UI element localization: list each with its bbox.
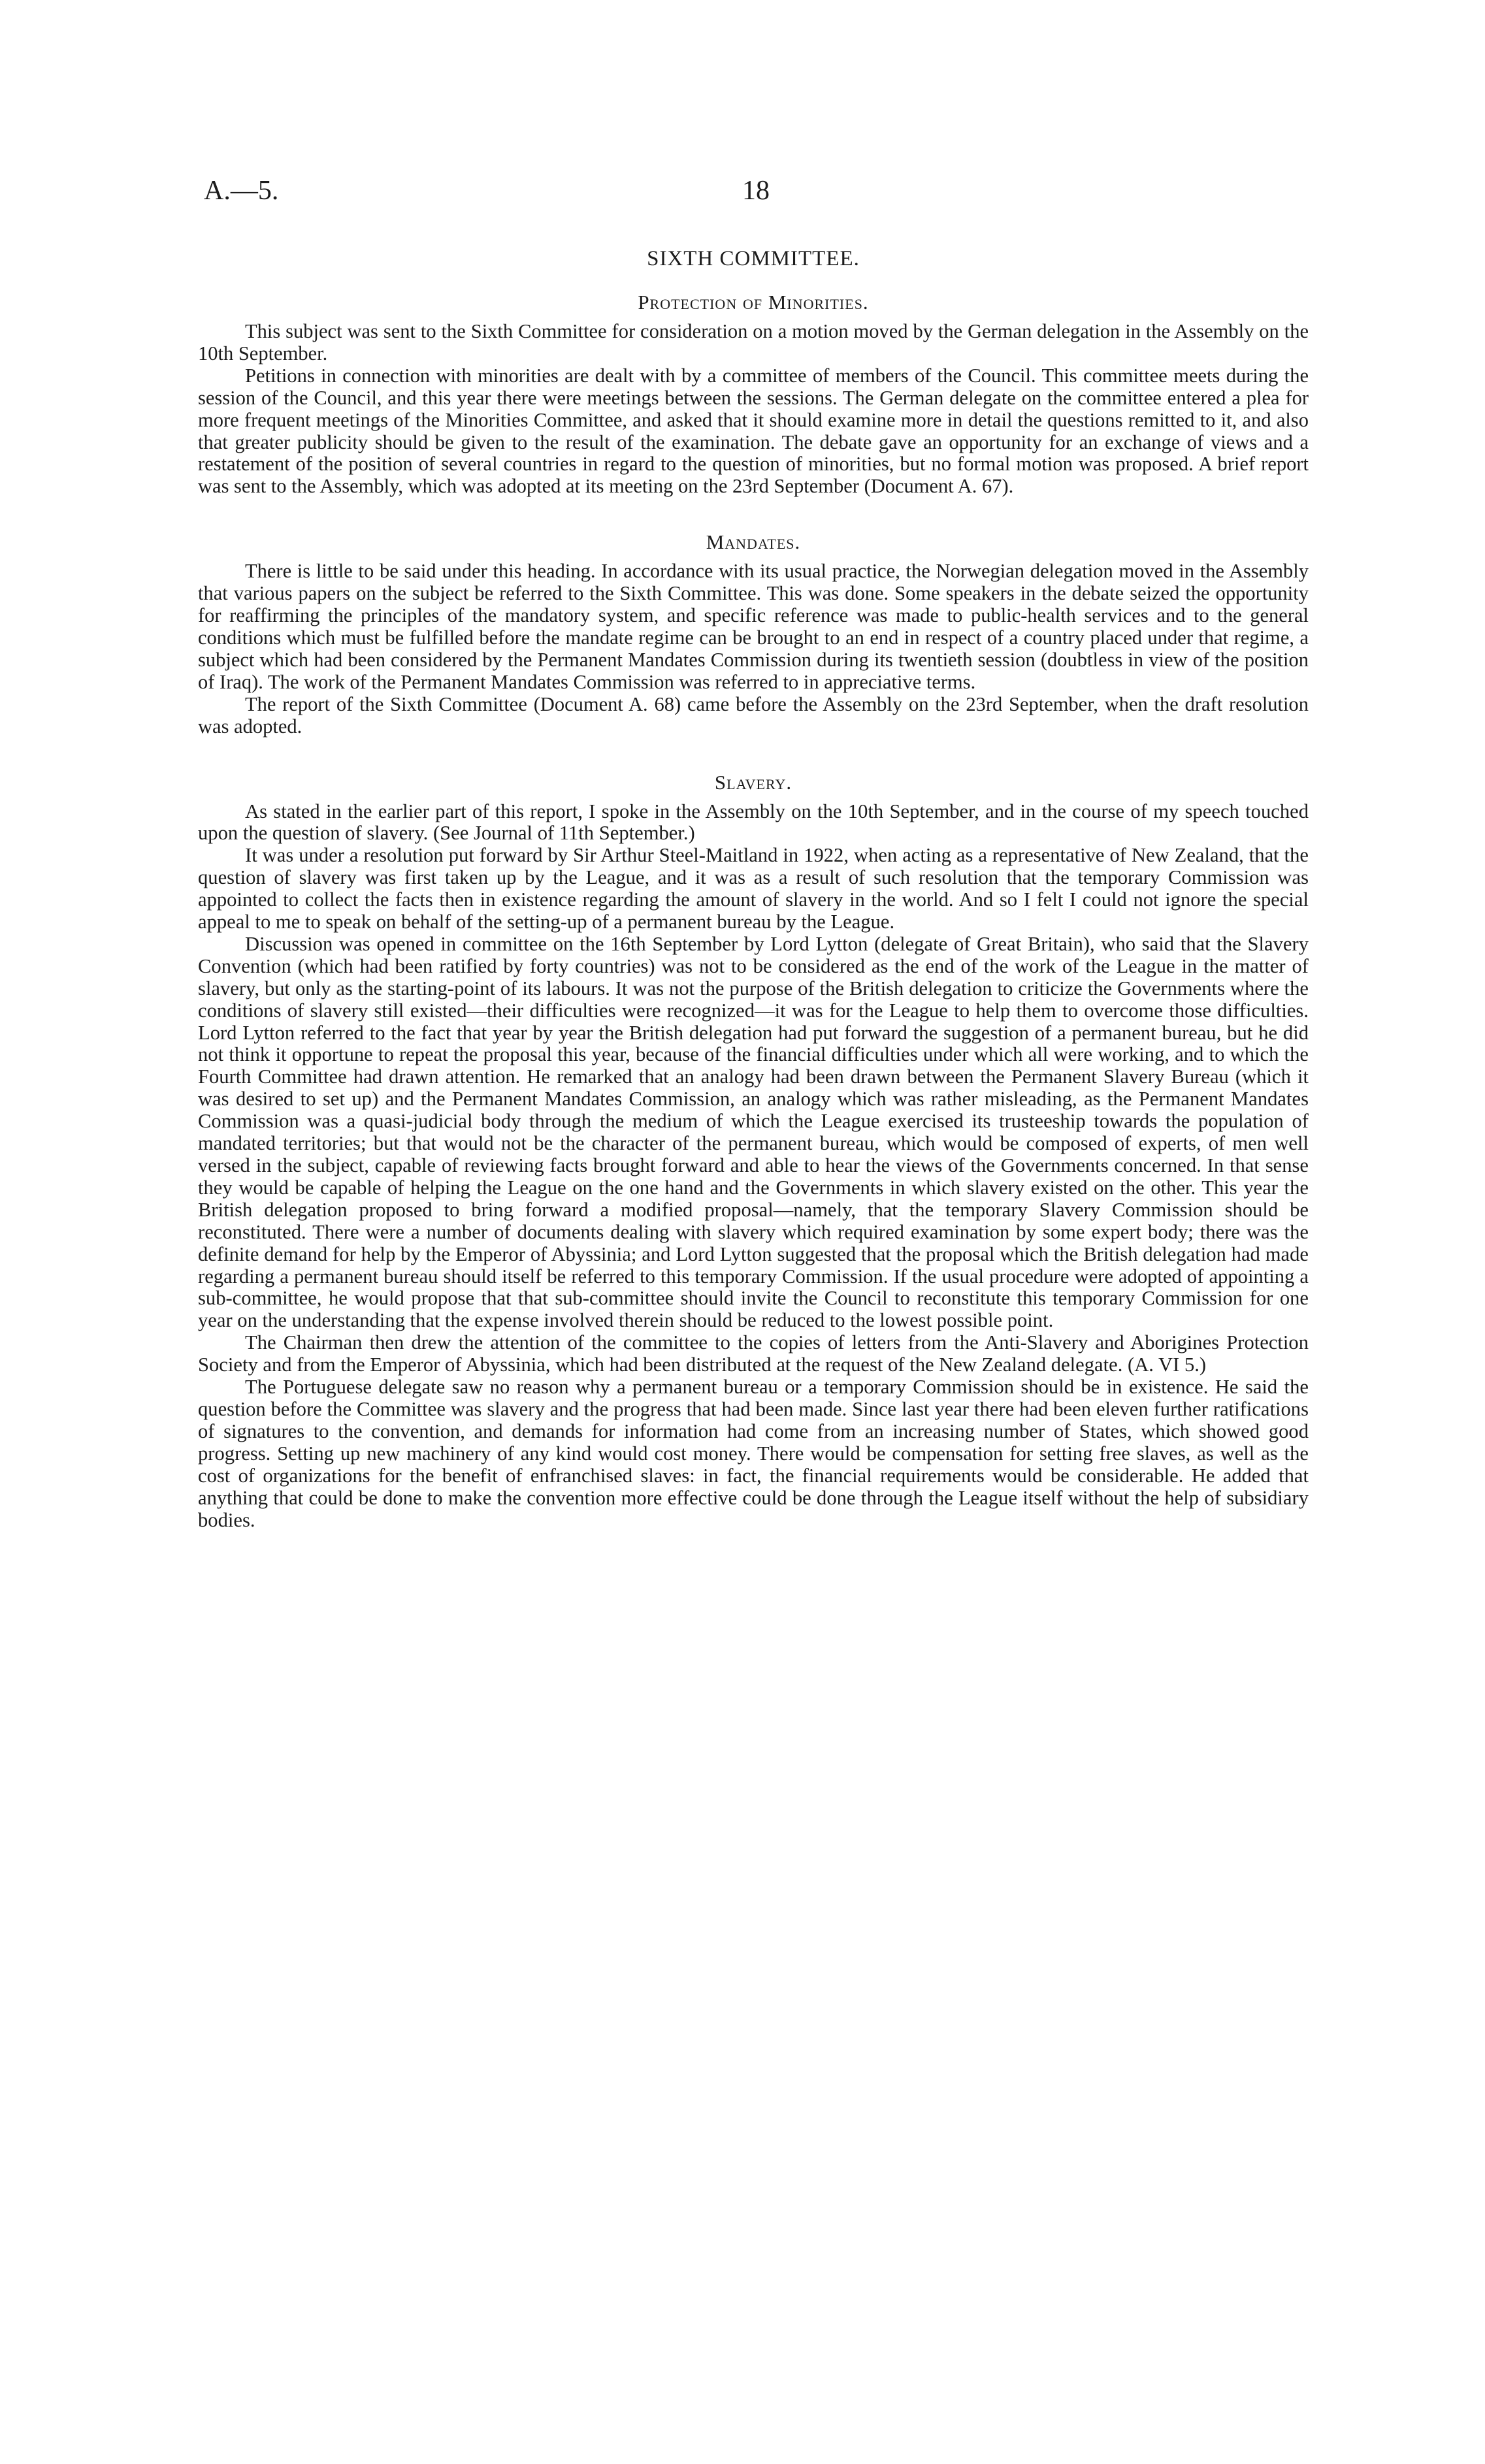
paragraph: The Chairman then drew the attention of the committee to the copies of letters from the Anti-Slavery and Aborigines Protection Society and from the Emperor of Abyssinia, which had been distributed at the request of the New Zealand delegate. (A. VI 5.) xyxy=(198,1331,1309,1376)
paragraph: The report of the Sixth Committee (Document A. 68) came before the Assembly on the 23rd September, when the draft resolution was adopted. xyxy=(198,692,1309,738)
page-header xyxy=(204,175,1308,214)
section-slavery xyxy=(198,771,1309,1532)
section-mandates xyxy=(198,530,1309,738)
committee-title: SIXTH COMMITTEE. xyxy=(647,247,860,270)
page-number: 18 xyxy=(742,176,770,206)
document-body xyxy=(198,247,1309,1564)
paragraph: The Portuguese delegate saw no reason why a permanent bureau or a temporary Commission should be in existence. He said the question before the Committee was slavery and the progress that had been made. Since last year there had been eleven further ratifications of signatures to the convention, and demands for information had come from an increasing number of States, which showed good progress. Setting up new machinery of any kind would cost money. There would be compensation for setting free slaves, as well as the cost of organizations for the benefit of enfranchised slaves: in fact, the financial requirements would be considerable. He added that anything that could be done to make the convention more effective could be done through the League itself without the help of subsidiary bodies. xyxy=(198,1376,1309,1531)
paragraph: Discussion was opened in committee on the 16th September by Lord Lytton (delegate of Great Britain), who said that the Slavery Convention (which had been ratified by forty countries) was not to be considered as the end of the work of the League in the matter of slavery, but only as the starting-point of its labours. It was not the purpose of the British delegation to criticize the Governments where the conditions of slavery still existed—their difficulties were recognized—it was for the League to help them to overcome those difficulties. Lord Lytton referred to the fact that year by year the British delegation had put forward the suggestion of a permanent bureau, but he did not think it opportune to repeat the proposal this year, because of the financial difficulties under which all were working, and to which the Fourth Committee had drawn attention. He remarked that an analogy had been drawn between the Permanent Slavery Bureau (which it was desired to set up) and the Permanent Mandates Commission, an analogy which was rather misleading, as the Permanent Mandates Commission was a quasi-judicial body through the medium of which the League exercised its trusteeship towards the population of mandated territories; but that would not be the character of the permanent bureau, which would be composed of experts, of men well versed in the subject, capable of reviewing facts brought forward and able to hear the views of the Governments concerned. In that sense they would be capable of helping the League on the one hand and the Governments in which slavery existed on the other. This year the British delegation proposed to bring forward a modified proposal—namely, that the temporary Slavery Commission should be reconstituted. There were a number of documents dealing with slavery which required examination by some expert body; there was the definite demand for help by the Emperor of Abyssinia; and Lord Lytton suggested that the proposal which the British delegation had made regarding a permanent bureau should itself be referred to this temporary Commission. If the usual procedure were adopted of appointing a sub-committee, he would propose that that sub-committee should invite the Council to reconstitute this temporary Commission for one year on the understanding that the expense involved therein should be reduced to the lowest possible point. xyxy=(198,932,1309,1332)
section-heading: Protection of Minorities. xyxy=(638,291,869,314)
section-heading: Slavery. xyxy=(714,770,792,794)
paragraph: There is little to be said under this heading. In accordance with its usual practice, the Norwegian delegation moved in the Assembly that various papers on the subject be referred to the Sixth Committee. This was done. Some speakers in the debate seized the opportunity for reaffirming the principles of the mandatory system, and specific reference was made to public-health services and to the general conditions which must be fulfilled before the mandate regime can be brought to an end in respect of a country placed under that regime, a subject which had been considered by the Permanent Mandates Commission during its twentieth session (doubtless in view of the position of Iraq). The work of the Permanent Mandates Commission was referred to in appreciative terms. xyxy=(198,560,1309,693)
paragraph: As stated in the earlier part of this report, I spoke in the Assembly on the 10th September, and in the course of my speech touched upon the question of slavery. (See Journal of 11th September.) xyxy=(198,800,1309,845)
document-reference: A.—5. xyxy=(204,176,279,206)
section-protection-of-minorities xyxy=(198,291,1309,498)
paragraph: This subject was sent to the Sixth Committee for consideration on a motion moved by the German delegation in the Assembly on the 10th September. xyxy=(198,320,1309,365)
paragraph: It was under a resolution put forward by Sir Arthur Steel-Maitland in 1922, when acting as a representative of New Zealand, that the question of slavery was first taken up by the League, and it was as a result of such resolution that the temporary Commission was appointed to collect the facts then in existence regarding the amount of slavery in the world. And so I felt I could not ignore the special appeal to me to speak on behalf of the setting-up of a permanent bureau by the League. xyxy=(198,844,1309,933)
paragraph: Petitions in connection with minorities are dealt with by a committee of members of the Council. This committee meets during the session of the Council, and this year there were meetings between the sessions. The German delegate on the committee entered a plea for more frequent meetings of the Minorities Committee, and asked that it should examine more in detail the questions remitted to it, and also that greater publicity should be given to the result of the examination. The debate gave an opportunity for an exchange of views and a restatement of the position of several countries in regard to the question of minorities, but no formal motion was proposed. A brief report was sent to the Assembly, which was adopted at its meeting on the 23rd September (Document A. 67). xyxy=(198,364,1309,498)
section-heading: Mandates. xyxy=(706,530,801,554)
